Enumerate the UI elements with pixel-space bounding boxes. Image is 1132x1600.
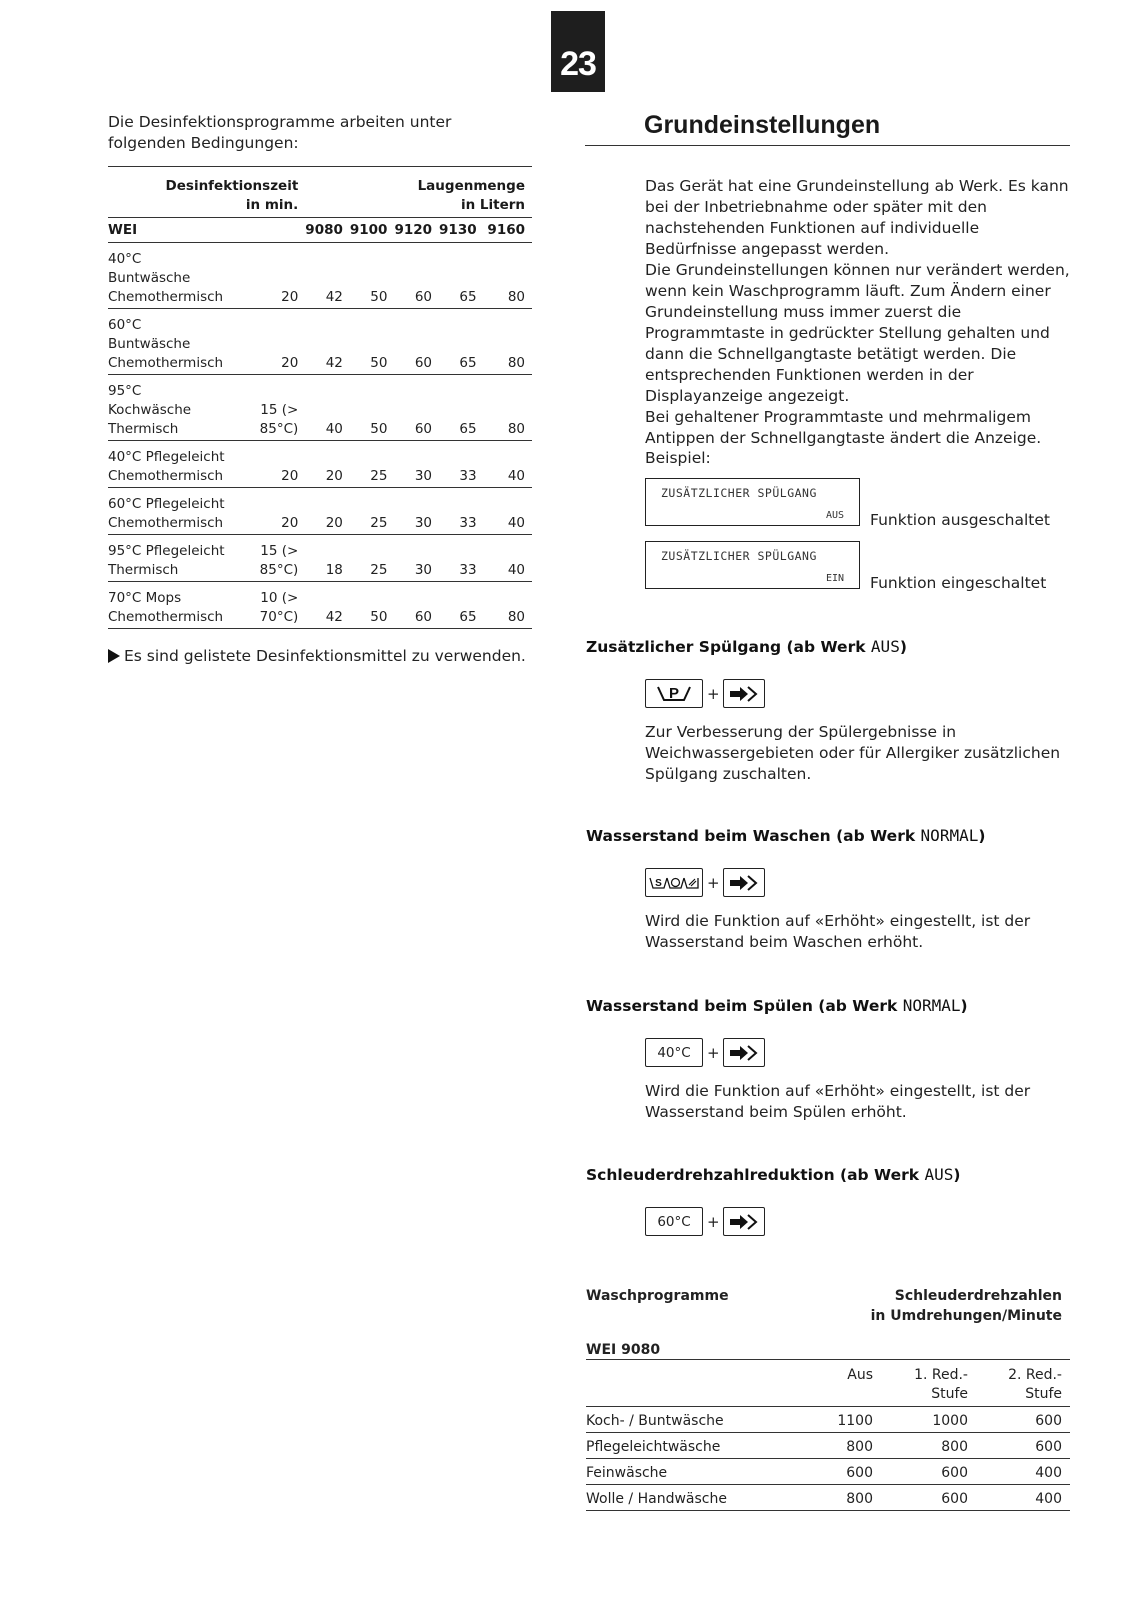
model-label: WEI: [108, 217, 232, 242]
program-type: Chemothermisch: [108, 288, 224, 305]
note-text: Es sind gelistete Desinfektionsmittel zu verwenden.: [124, 646, 526, 665]
header-speeds: Schleuderdrehzahlen: [894, 1288, 1062, 1304]
program-name: 95°C Kochwäsche: [108, 382, 192, 418]
display-line1: ZUSÄTZLICHER SPÜLGANG: [661, 549, 817, 563]
setting-description: Wird die Funktion auf «Erhöht» eingestellt, ist der Wasserstand beim Spülen erhöht.: [645, 1082, 1031, 1121]
volume-cell: 40: [484, 534, 532, 581]
volume-cell: 60: [394, 581, 439, 628]
volume-cell: 40: [484, 440, 532, 487]
disinfection-time: 20: [232, 487, 305, 534]
disinfection-table: [108, 166, 532, 629]
disinfection-time: 10 (> 70°C): [232, 581, 305, 628]
speed-cell: 1000: [881, 1407, 976, 1433]
temp-40-icon: 40°C: [657, 1044, 691, 1061]
fast-forward-arrow-icon: [728, 1044, 760, 1062]
volume-cell: 80: [484, 581, 532, 628]
speed-cell: 600: [881, 1459, 976, 1485]
default-value: AUS: [924, 1165, 954, 1184]
program-type: Thermisch: [108, 420, 179, 437]
setting-title: Schleuderdrehzahlreduktion (ab Werk: [586, 1166, 925, 1184]
svg-text:S: S: [655, 877, 662, 889]
table-row: [108, 374, 532, 440]
table-row: [586, 1485, 1070, 1511]
paragraph: Bei gehaltener Programmtaste und mehrmaligem Antippen der Schnellgangtaste ändert die Anzeige.: [645, 408, 1042, 447]
volume-cell: 80: [484, 308, 532, 374]
table-row: [586, 1433, 1070, 1459]
volume-cell: 30: [394, 534, 439, 581]
disinfectant-note: [108, 647, 532, 665]
program-type: Chemothermisch: [108, 354, 224, 371]
volume-cell: 30: [394, 440, 439, 487]
paragraph: Die Grundeinstellungen können nur verändert werden, wenn kein Waschprogramm läuft. Zum Ändern einer Grundeinstellung muss immer zuerst die Programmtaste in gedrückter Stellung gehalten und dann die Schnellgangtaste betätigt werden. Die entsprechenden Funktionen werden in der Displayanzeige angezeigt.: [645, 261, 1070, 405]
setting-heading-wash-water-level: [586, 826, 985, 845]
plus-sign: +: [707, 684, 720, 703]
volume-cell: 33: [439, 534, 484, 581]
volume-cell: 33: [439, 487, 484, 534]
program-name: 40°C Buntwäsche: [108, 250, 191, 286]
program-name: 40°C Pflegeleicht: [108, 448, 225, 465]
quick-wash-key-button[interactable]: [723, 679, 765, 708]
quick-wash-key-button[interactable]: [723, 1038, 765, 1067]
display-value: EIN: [825, 573, 844, 584]
setting-description: Wird die Funktion auf «Erhöht» eingestellt, ist der Wasserstand beim Waschen erhöht.: [645, 912, 1031, 951]
fast-forward-arrow-icon: [728, 1213, 760, 1231]
volume-cell: 60: [394, 242, 439, 308]
volume-cell: 25: [350, 487, 395, 534]
subheader-l2: Stufe: [1025, 1386, 1062, 1402]
program-type: Chemothermisch: [108, 608, 224, 625]
speed-cell: 600: [881, 1485, 976, 1511]
setting-description: Zur Verbesserung der Spülergebnisse in Weichwassergebieten oder für Allergiker zusätzlichen Spülgang zuschalten.: [645, 723, 1061, 783]
display-line1: ZUSÄTZLICHER SPÜLGANG: [661, 486, 817, 500]
program-type: Chemothermisch: [108, 514, 224, 531]
subheader: Aus: [847, 1367, 873, 1383]
volume-cell: 50: [350, 581, 395, 628]
key-combo: [645, 1207, 765, 1236]
speed-cell: 400: [976, 1485, 1070, 1511]
subheader-row: [586, 1360, 1070, 1407]
table-row: [108, 308, 532, 374]
volume-cell: 60: [394, 308, 439, 374]
quick-wash-key-button[interactable]: [723, 868, 765, 897]
program-name: Wolle / Handwäsche: [586, 1485, 786, 1511]
disinfection-time: 20: [232, 440, 305, 487]
quick-wash-key-button[interactable]: [723, 1207, 765, 1236]
disinfection-time: 20: [232, 308, 305, 374]
speed-cell: 800: [786, 1433, 881, 1459]
volume-cell: 65: [439, 242, 484, 308]
table-row: [108, 581, 532, 628]
program-name: Feinwäsche: [586, 1459, 786, 1485]
example-label: Beispiel:: [645, 449, 711, 467]
table-row: [108, 440, 532, 487]
paren: ): [899, 638, 907, 656]
volume-cell: 40: [484, 487, 532, 534]
paren: ): [978, 827, 986, 845]
header-programs: Waschprogramme: [586, 1288, 729, 1304]
program-name: 60°C Buntwäsche: [108, 316, 191, 352]
program-type: Chemothermisch: [108, 467, 224, 484]
plus-sign: +: [707, 1043, 720, 1062]
volume-cell: 42: [305, 308, 350, 374]
model-row: [586, 1326, 1070, 1360]
model-row: [108, 217, 532, 242]
disinfection-section: [108, 112, 532, 665]
setting-heading-rinse-water-level: [586, 996, 968, 1015]
volume-cell: 25: [350, 440, 395, 487]
model-label: WEI 9080: [586, 1326, 1070, 1360]
speed-cell: 600: [976, 1433, 1070, 1459]
spin-table-header: [586, 1286, 1070, 1326]
paren: ): [960, 997, 968, 1015]
setting-title: Zusätzlicher Spülgang (ab Werk: [586, 638, 871, 656]
disinfection-time: 15 (> 85°C): [232, 534, 305, 581]
table-header: [108, 177, 532, 218]
header-time-unit: in min.: [245, 196, 299, 213]
display-caption: Funktion ausgeschaltet: [870, 511, 1050, 529]
program-type: Thermisch: [108, 561, 179, 578]
volume-cell: 80: [484, 242, 532, 308]
volume-cell: 20: [305, 440, 350, 487]
setting-heading-spin-reduction: [586, 1165, 960, 1184]
volume-cell: 50: [350, 308, 395, 374]
prewash-p-icon: [654, 683, 694, 705]
svg-text:P: P: [668, 684, 680, 702]
speed-cell: 800: [881, 1433, 976, 1459]
default-value: NORMAL: [902, 996, 961, 1015]
table-row: [108, 242, 532, 308]
speed-cell: 600: [786, 1459, 881, 1485]
program-name: 60°C Pflegeleicht: [108, 495, 225, 512]
program-key-button[interactable]: [645, 868, 703, 897]
table-row: [108, 534, 532, 581]
title-divider: [585, 145, 1070, 146]
display-example-on: [645, 541, 860, 589]
table-row: [586, 1407, 1070, 1433]
key-combo: [645, 868, 765, 897]
program-name: Koch- / Buntwäsche: [586, 1407, 786, 1433]
disinfection-time: 20: [232, 242, 305, 308]
volume-cell: 33: [439, 440, 484, 487]
speed-cell: 600: [976, 1407, 1070, 1433]
paragraph: Das Gerät hat eine Grundeinstellung ab Werk. Es kann bei der Inbetriebnahme oder später mit den nachstehenden Funktionen auf individuelle Bedürfnisse angepasst werden.: [645, 177, 1069, 258]
default-value: NORMAL: [920, 826, 979, 845]
spin-speed-table: [586, 1286, 1070, 1511]
speed-cell: 1100: [786, 1407, 881, 1433]
volume-cell: 50: [350, 242, 395, 308]
model-col: 9160: [484, 217, 532, 242]
temp-60-icon: 60°C: [657, 1213, 691, 1230]
setting-heading-extra-rinse: [586, 637, 907, 656]
program-name: 95°C Pflegeleicht: [108, 542, 225, 559]
disinfection-intro: Die Desinfektionsprogramme arbeiten unter folgenden Bedingungen:: [108, 113, 452, 152]
disinfection-time: 15 (> 85°C): [232, 374, 305, 440]
volume-cell: 25: [350, 534, 395, 581]
speed-cell: 400: [976, 1459, 1070, 1485]
program-name: Pflegeleichtwäsche: [586, 1433, 786, 1459]
volume-cell: 50: [350, 374, 395, 440]
subheader: 1. Red.-: [914, 1367, 968, 1383]
volume-cell: 20: [305, 487, 350, 534]
triangle-bullet-icon: [108, 649, 120, 663]
page-title: Grundeinstellungen: [644, 111, 881, 139]
plus-sign: +: [707, 873, 720, 892]
model-col: 9120: [394, 217, 439, 242]
paren: ): [953, 1166, 961, 1184]
fast-forward-arrow-icon: [728, 685, 760, 703]
display-value: AUS: [825, 510, 844, 521]
program-name: 70°C Mops: [108, 589, 182, 606]
prewash-key-button[interactable]: [645, 679, 703, 708]
temp-60-key-button[interactable]: [645, 1207, 703, 1236]
volume-cell: 42: [305, 581, 350, 628]
table-row: [108, 487, 532, 534]
table-row: [586, 1459, 1070, 1485]
model-col: 9130: [439, 217, 484, 242]
page-number-badge: 23: [551, 11, 605, 92]
header-speeds-unit: in Umdrehungen/Minute: [870, 1308, 1062, 1324]
intro-paragraphs: [645, 176, 1070, 449]
key-combo: [645, 1038, 765, 1067]
setting-title: Wasserstand beim Spülen (ab Werk: [586, 997, 903, 1015]
display-example-off: [645, 478, 860, 526]
fast-forward-arrow-icon: [728, 874, 760, 892]
header-volume: Laugenmenge: [417, 177, 525, 194]
subheader-l2: Stufe: [931, 1386, 968, 1402]
subheader: 2. Red.-: [1008, 1367, 1062, 1383]
volume-cell: 42: [305, 242, 350, 308]
volume-cell: 60: [394, 374, 439, 440]
key-combo: [645, 679, 765, 708]
volume-cell: 65: [439, 374, 484, 440]
model-col: 9100: [350, 217, 395, 242]
header-volume-unit: in Litern: [460, 196, 525, 213]
volume-cell: 65: [439, 581, 484, 628]
volume-cell: 65: [439, 308, 484, 374]
volume-cell: 30: [394, 487, 439, 534]
header-time: Desinfektionszeit: [165, 177, 299, 194]
model-col: 9080: [305, 217, 350, 242]
volume-cell: 40: [305, 374, 350, 440]
program-select-icon: [648, 873, 700, 893]
temp-40-key-button[interactable]: [645, 1038, 703, 1067]
speed-cell: 800: [786, 1485, 881, 1511]
volume-cell: 18: [305, 534, 350, 581]
volume-cell: 80: [484, 374, 532, 440]
plus-sign: +: [707, 1212, 720, 1231]
setting-title: Wasserstand beim Waschen (ab Werk: [586, 827, 921, 845]
display-caption: Funktion eingeschaltet: [870, 574, 1047, 592]
default-value: AUS: [870, 637, 900, 656]
